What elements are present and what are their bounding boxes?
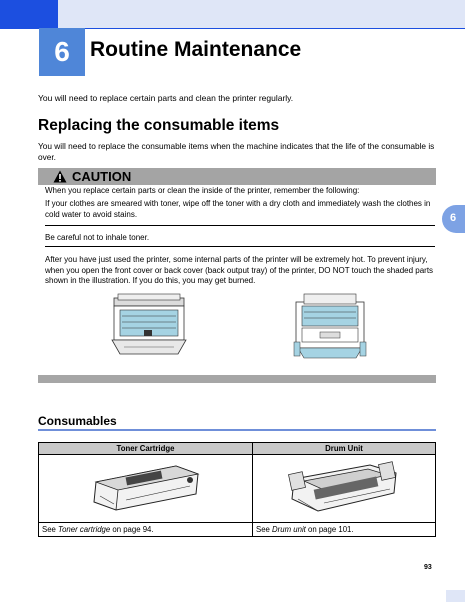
footer-band bbox=[446, 590, 465, 602]
drum-unit-reference bbox=[253, 523, 436, 537]
header-band bbox=[0, 0, 465, 28]
caution-lead: When you replace certain parts or clean the inside of the printer, remember the following: bbox=[45, 186, 360, 195]
toner-cartridge-reference bbox=[39, 523, 253, 537]
caution-item-toner-clothes: If your clothes are smeared with toner, wipe off the toner with a dry cloth and immediately wash the clothes in cold water to avoid stains. bbox=[45, 199, 431, 219]
caution-item-inhale: Be careful not to inhale toner. bbox=[45, 233, 150, 242]
toner-cartridge-image bbox=[86, 460, 206, 516]
table-cell bbox=[253, 455, 436, 523]
caution-end-bar bbox=[38, 375, 436, 383]
ref-prefix: See bbox=[42, 525, 59, 534]
table-row bbox=[39, 523, 436, 537]
consumables-title: Consumables bbox=[38, 414, 117, 428]
printer-back-open-illustration bbox=[290, 292, 370, 364]
column-header: Toner Cartridge bbox=[39, 443, 253, 455]
column-header: Drum Unit bbox=[253, 443, 436, 455]
header-corner-block bbox=[0, 0, 58, 28]
table-header-row bbox=[39, 443, 436, 455]
warning-triangle-icon bbox=[53, 170, 67, 183]
consumables-rule bbox=[38, 429, 436, 431]
section-title: Replacing the consumable items bbox=[38, 117, 280, 134]
section-paragraph: You will need to replace the consumable items when the machine indicates that the life of the consumable is over. bbox=[38, 141, 435, 162]
side-tab-label: 6 bbox=[450, 212, 457, 224]
page-number: 93 bbox=[424, 564, 432, 571]
printer-front-open-illustration bbox=[108, 292, 190, 358]
caution-divider bbox=[45, 225, 435, 226]
table-row bbox=[39, 455, 436, 523]
intro-text: You will need to replace certain parts and clean the printer regularly. bbox=[38, 93, 294, 103]
caution-item-hot-parts: After you have just used the printer, some internal parts of the printer will be extremely hot. To prevent injury, when you open the front cover or back cover (back output tray) of the printer, DO NOT touch the shaded parts shown in the illustration. If you do this, you may get burned. bbox=[45, 255, 434, 285]
chapter-number: 6 bbox=[39, 28, 85, 76]
ref-prefix: See bbox=[256, 525, 273, 534]
table-cell bbox=[39, 455, 253, 523]
drum-unit-image bbox=[284, 459, 404, 517]
ref-link-text: Toner cartridge bbox=[58, 525, 111, 534]
ref-link-text: Drum unit bbox=[272, 525, 306, 534]
consumables-table bbox=[38, 442, 436, 537]
chapter-title: Routine Maintenance bbox=[90, 38, 302, 61]
caution-divider bbox=[45, 246, 435, 247]
ref-suffix: on page 101. bbox=[305, 525, 354, 534]
caution-label: CAUTION bbox=[72, 169, 132, 184]
ref-suffix: on page 94. bbox=[110, 525, 154, 534]
chapter-side-tab bbox=[442, 205, 465, 233]
